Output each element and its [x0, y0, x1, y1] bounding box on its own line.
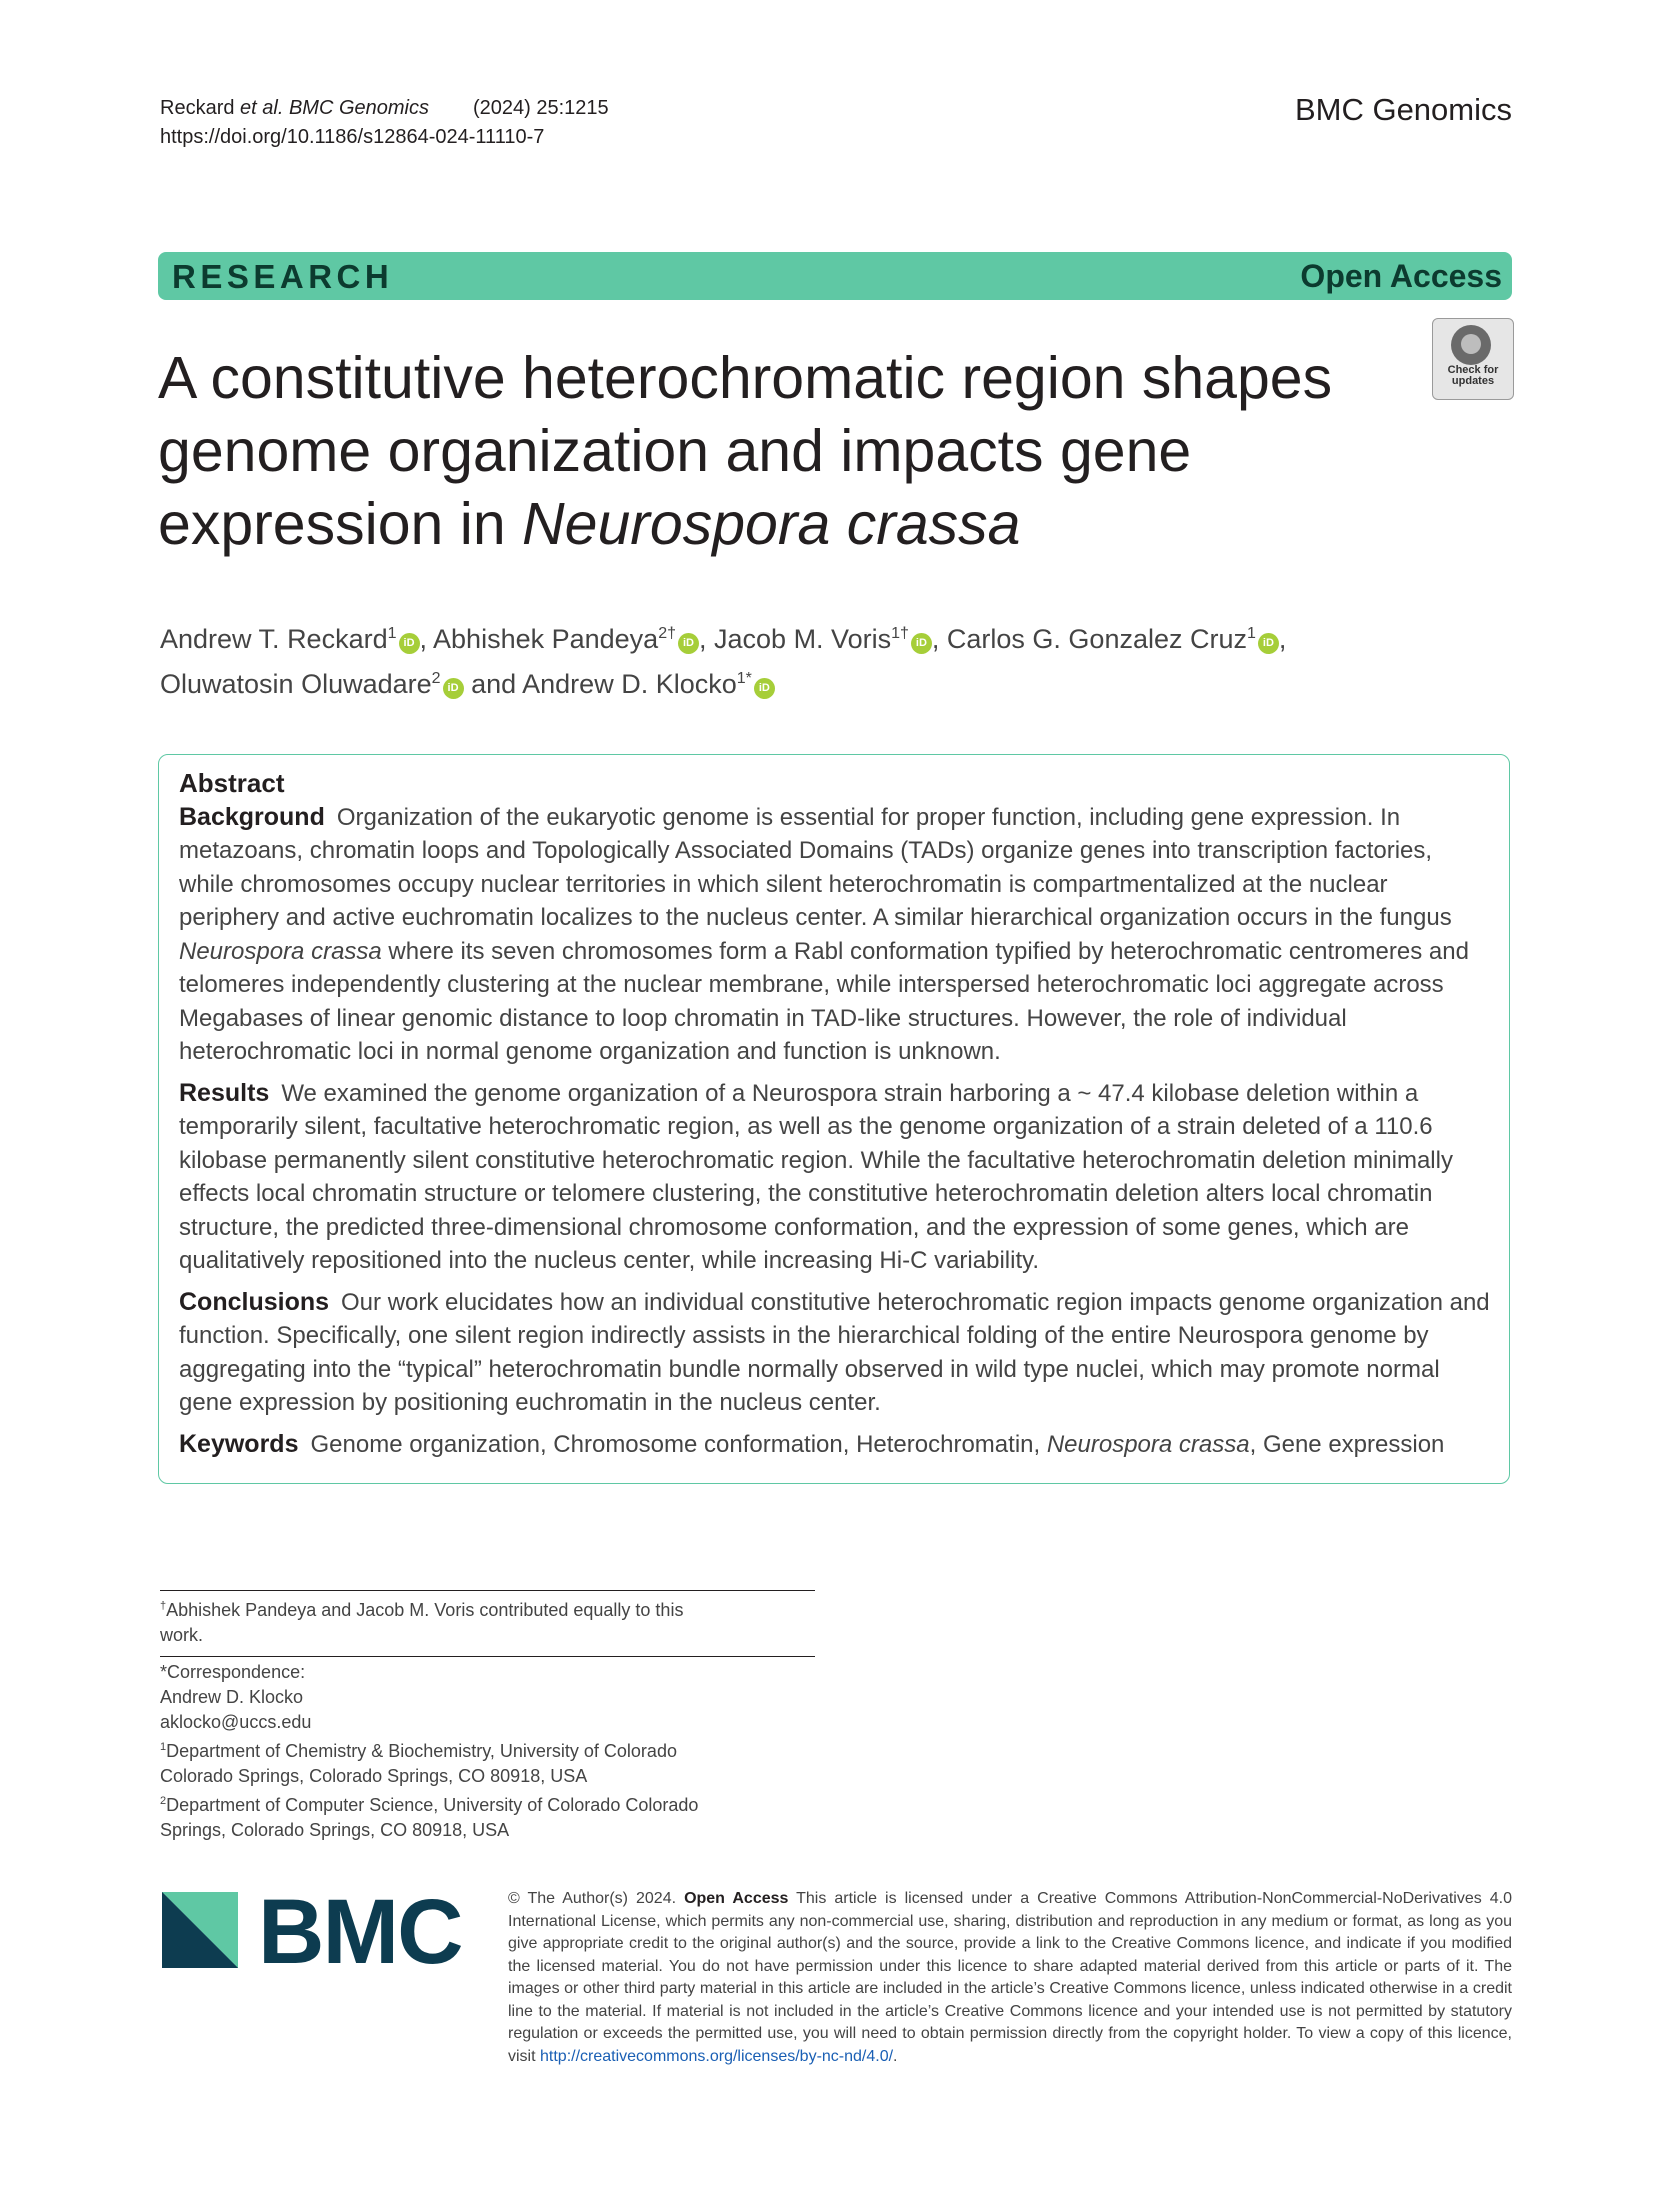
orcid-icon[interactable]: iD	[443, 678, 464, 699]
check-for-updates-badge[interactable]	[1432, 318, 1514, 400]
keywords-heading: Keywords	[179, 1429, 299, 1458]
title-line2: genome organization and impacts gene	[158, 418, 1192, 484]
orcid-icon[interactable]: iD	[678, 633, 699, 654]
conclusions-heading: Conclusions	[179, 1287, 330, 1316]
abstract-background: Background Organization of the eukaryotic genome is essential for proper function, including gene expression. In metazoans, chromatin loops and Topologically Associated Domains (TADs) organize genes into transcription factories, while chromosomes occupy nuclear territories in which silent heterochromatin is compartmentalized at the nuclear periphery and active euchromatin localizes to the nucleus center. A similar hierarchical organization occurs in the fungus Neurospora crassa where its seven chromosomes form a Rabl conformation typified by heterochromatic centromeres and telomeres independently clustering at the nuclear membrane, while interspersed heterochromatic loci aggregate across Megabases of linear genomic distance to loop chromatin in TAD-like structures. However, the role of individual heterochromatic loci in normal genome organization and function is unknown.	[179, 802, 1469, 1065]
correspondence-name: Andrew D. Klocko	[160, 1687, 304, 1707]
author-name: Jacob M. Voris	[714, 624, 892, 654]
title-species: Neurospora crassa	[522, 491, 1021, 557]
author-name: Andrew T. Reckard	[160, 624, 388, 654]
check-for-updates-icon	[1451, 325, 1491, 365]
citation-authors: Reckard	[160, 97, 241, 119]
article-type-bar	[158, 252, 1512, 300]
correspondence-email[interactable]: aklocko@uccs.edu	[160, 1712, 312, 1732]
citation-year: (2024) 25:1215	[472, 97, 609, 119]
author-affiliation: 1	[1247, 625, 1256, 642]
equal-contribution-note: †Abhishek Pandeya and Jacob M. Voris contributed equally to this work.	[160, 1600, 684, 1645]
author-affiliation: 2†	[658, 625, 676, 642]
abstract-keywords: Keywords Genome organization, Chromosome conformation, Heterochromatin, Neurospora crassa, Gene expression	[179, 1429, 1445, 1458]
footnote-divider	[160, 1656, 815, 1657]
badge-text-line2: updates	[1451, 375, 1495, 387]
author-conjunction: and	[471, 669, 517, 699]
author-name: Abhishek Pandeya	[433, 624, 659, 654]
license-link[interactable]: http://creativecommons.org/licenses/by-nc-nd/4.0/	[540, 2047, 894, 2065]
affiliation-1: $^1$Department of Chemistry & Biochemistry, University of Colorado	[160, 1741, 677, 1761]
correspondence-label: *Correspondence:	[160, 1662, 306, 1682]
citation-journal: et al. BMC Genomics	[240, 97, 429, 119]
author-affiliation: 1†	[891, 625, 909, 642]
open-access-label: Open Access	[1300, 258, 1502, 294]
article-type-label: RESEARCH	[172, 258, 394, 295]
orcid-icon[interactable]: iD	[754, 678, 775, 699]
results-heading: Results	[179, 1078, 270, 1107]
author-affiliation: 1*	[736, 670, 752, 687]
footnote-divider	[160, 1590, 815, 1591]
affiliation-2: $^2$Department of Computer Science, University of Colorado Colorado	[160, 1795, 699, 1815]
orcid-icon[interactable]: iD	[911, 633, 932, 654]
license-open-access: Open Access	[684, 1890, 789, 1907]
running-header	[160, 94, 609, 152]
correspondence-block: *Correspondence: Andrew D. Klocko aklocko@uccs.edu $^1$Department of Chemistry & Biochemistry, University of Colorado Colorado Springs, Colorado Springs, CO 80918, USA $^2$Department of Computer Science, University of Colorado Colorado Springs, Colorado Springs, CO 80918, USA	[160, 1660, 800, 1843]
author-name: Carlos G. Gonzalez Cruz	[946, 624, 1248, 654]
author-affiliation: 1	[387, 625, 397, 642]
journal-name: BMC Genomics	[1294, 92, 1512, 127]
abstract-heading: Abstract	[179, 768, 285, 798]
badge-text-line1: Check for	[1447, 364, 1499, 376]
title-line1: A constitutive heterochromatic region shapes	[158, 345, 1333, 411]
doi-link[interactable]: https://doi.org/10.1186/s12864-024-11110-7	[160, 126, 545, 148]
license-text: © The Author(s) 2024. Open Access This article is licensed under a Creative Commons Attribution-NonCommercial-NoDerivatives 4.0 International License, which permits any non-commercial use, sharing, distribution and reproduction in any medium or format, as long as you give appropriate credit to the original author(s) and the source, provide a link to the Creative Commons licence, and indicate if you modified the licensed material. You do not have permission under this licence to share adapted material derived from this article or parts of it. The images or other third party material in this article are included in the article’s Creative Commons licence, unless indicated otherwise in a credit line to the material. If material is not included in the article’s Creative Commons licence and your intended use is not permitted by statutory regulation or exceeds the permitted use, you will need to obtain permission directly from the copyright holder. To view a copy of this licence, visit http://creativecommons.org/licenses/by-nc-nd/4.0/.	[508, 1890, 1513, 2065]
background-heading: Background	[179, 802, 325, 831]
bmc-logo-text: BMC	[258, 1881, 462, 1983]
bmc-logo-icon	[162, 1892, 238, 1968]
author-list: Andrew T. Reckard$^1$iD , Abhishek Pandeya$^{2\dagger}$iD , Jacob M. Voris$^{1\dagger}$iD , Carlos G. Gonzalez Cruz$^1$iD , Oluwatosin Oluwadare$^2$iD and Andrew D. Klocko$^{1*}$iD	[160, 624, 1287, 699]
abstract-box	[158, 754, 1510, 1484]
author-name: Andrew D. Klocko	[522, 669, 737, 699]
author-affiliation: 2	[431, 670, 441, 687]
author-name: Oluwatosin Oluwadare	[160, 669, 432, 699]
abstract-results: Results We examined the genome organization of a Neurospora strain harboring a ~ 47.4 kilobase deletion within a temporarily silent, facultative heterochromatic region, as well as the genome organization of a strain deleted of a 110.6 kilobase permanently silent constitutive heterochromatic region. While the facultative heterochromatin deletion minimally effects local chromatin structure or telomere clustering, the constitutive heterochromatin deletion alters local chromatin structure, the predicted three-dimensional chromosome conformation, and the expression of some genes, which are qualitatively repositioned into the nucleus center, while increasing Hi-C variability.	[179, 1078, 1453, 1274]
orcid-icon[interactable]: iD	[399, 633, 420, 654]
abstract-conclusions: Conclusions Our work elucidates how an individual constitutive heterochromatic region impacts genome organization and function. Specifically, one silent region indirectly assists in the hierarchical folding of the entire Neurospora genome by aggregating into the “typical” heterochromatin bundle normally observed in wild type nuclei, which may promote normal gene expression by positioning euchromatin in the nucleus center.	[179, 1287, 1490, 1416]
article-title	[158, 342, 1408, 561]
orcid-icon[interactable]: iD	[1258, 633, 1279, 654]
title-line3: expression in	[158, 491, 523, 557]
